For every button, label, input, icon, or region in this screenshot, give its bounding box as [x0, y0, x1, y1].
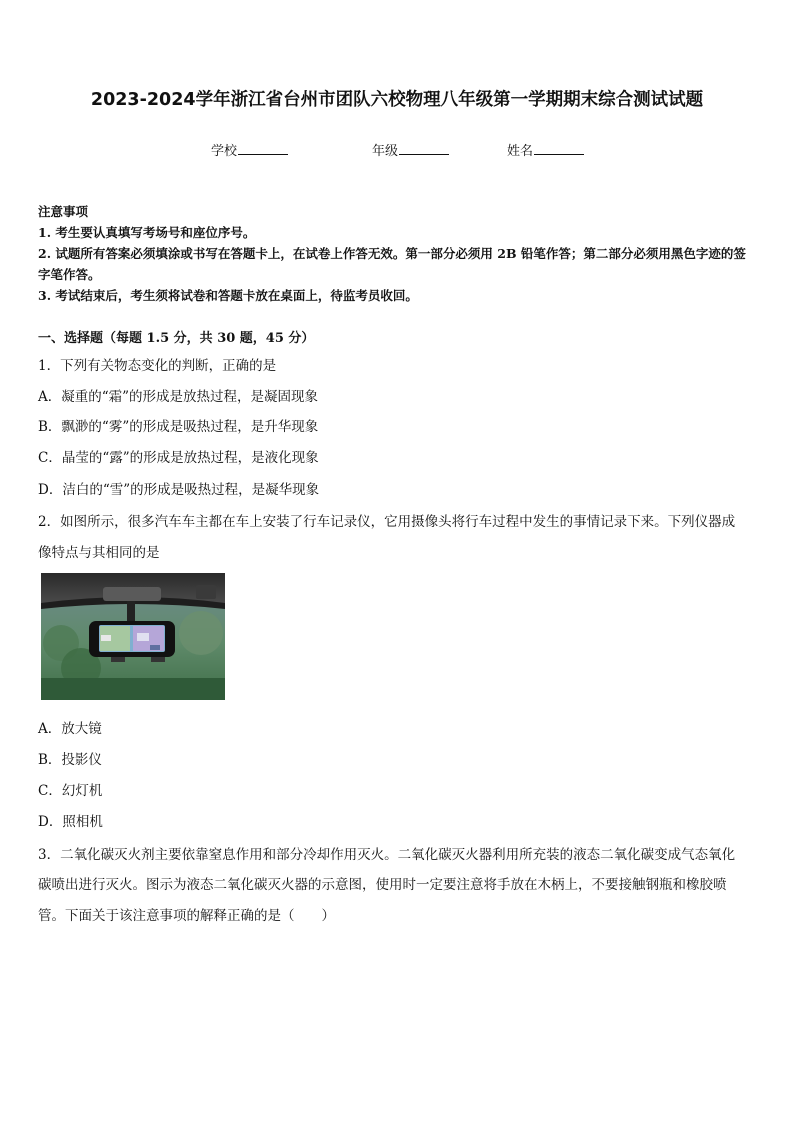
- school-label: 学校: [211, 144, 238, 159]
- name-blank: [534, 142, 584, 155]
- q1-option-d: D．洁白的“雪”的形成是吸热过程，是凝华现象: [38, 482, 320, 498]
- q3-stem-line2: 碳喷出进行灭火。图示为液态二氧化碳灭火器的示意图，使用时一定要注意将手放在木柄上，不要接触钢瓶和橡胶喷: [38, 877, 727, 893]
- dashcam-illustration: [41, 573, 225, 700]
- q2-stem-line2: 像特点与其相同的是: [38, 545, 160, 561]
- notice-heading: 注意事项: [38, 204, 89, 219]
- q1-option-b: B．飘渺的“雾”的形成是吸热过程，是升华现象: [38, 419, 319, 435]
- q3-stem-line1: 3．二氧化碳灭火剂主要依靠窒息作用和部分冷却作用灭火。二氧化碳灭火器利用所充装的液态二氧化碳变成气态氧化: [38, 847, 736, 863]
- name-label: 姓名: [507, 144, 534, 159]
- q1-stem: 1．下列有关物态变化的判断，正确的是: [38, 358, 277, 374]
- grade-blank: [399, 142, 449, 155]
- q2-option-a: A．放大镜: [38, 721, 102, 737]
- notice-item-2: 2. 试题所有答案必须填涂或书写在答题卡上，在试卷上作答无效。第一部分必须用 2B 铅笔作答；第二部分必须用黑色字迹的签字笔作答。: [38, 246, 746, 282]
- name-field: [507, 140, 584, 159]
- notice-item-3: 3. 考试结束后，考生须将试卷和答题卡放在桌面上，待监考员收回。: [38, 288, 418, 303]
- q2-option-b: B．投影仪: [38, 752, 102, 768]
- grade-label: 年级: [372, 144, 399, 159]
- exam-title: 2023-2024学年浙江省台州市团队六校物理八年级第一学期期末综合测试试题: [90, 90, 704, 110]
- q1-option-a: A．凝重的“霜”的形成是放热过程，是凝固现象: [38, 389, 319, 405]
- school-blank: [238, 142, 288, 155]
- notice-item-1: 1. 考生要认真填写考场号和座位序号。: [38, 225, 256, 240]
- section-title: 一、选择题（每题 1.5 分，共 30 题，45 分）: [38, 331, 315, 346]
- notice-block: [38, 201, 758, 306]
- q1-option-c: C．晶莹的“露”的形成是放热过程，是液化现象: [38, 450, 319, 466]
- q2-stem-line1: 2．如图所示，很多汽车车主都在车上安装了行车记录仪，它用摄像头将行车过程中发生的事情记录下来。下列仪器成: [38, 514, 736, 530]
- dashcam-photo: [41, 573, 225, 700]
- grade-field: [372, 140, 449, 159]
- school-field: [211, 140, 288, 159]
- q3-stem-line3: 管。下面关于该注意事项的解释正确的是（ ）: [38, 908, 335, 924]
- q2-option-d: D．照相机: [38, 814, 103, 830]
- q2-option-c: C．幻灯机: [38, 783, 103, 799]
